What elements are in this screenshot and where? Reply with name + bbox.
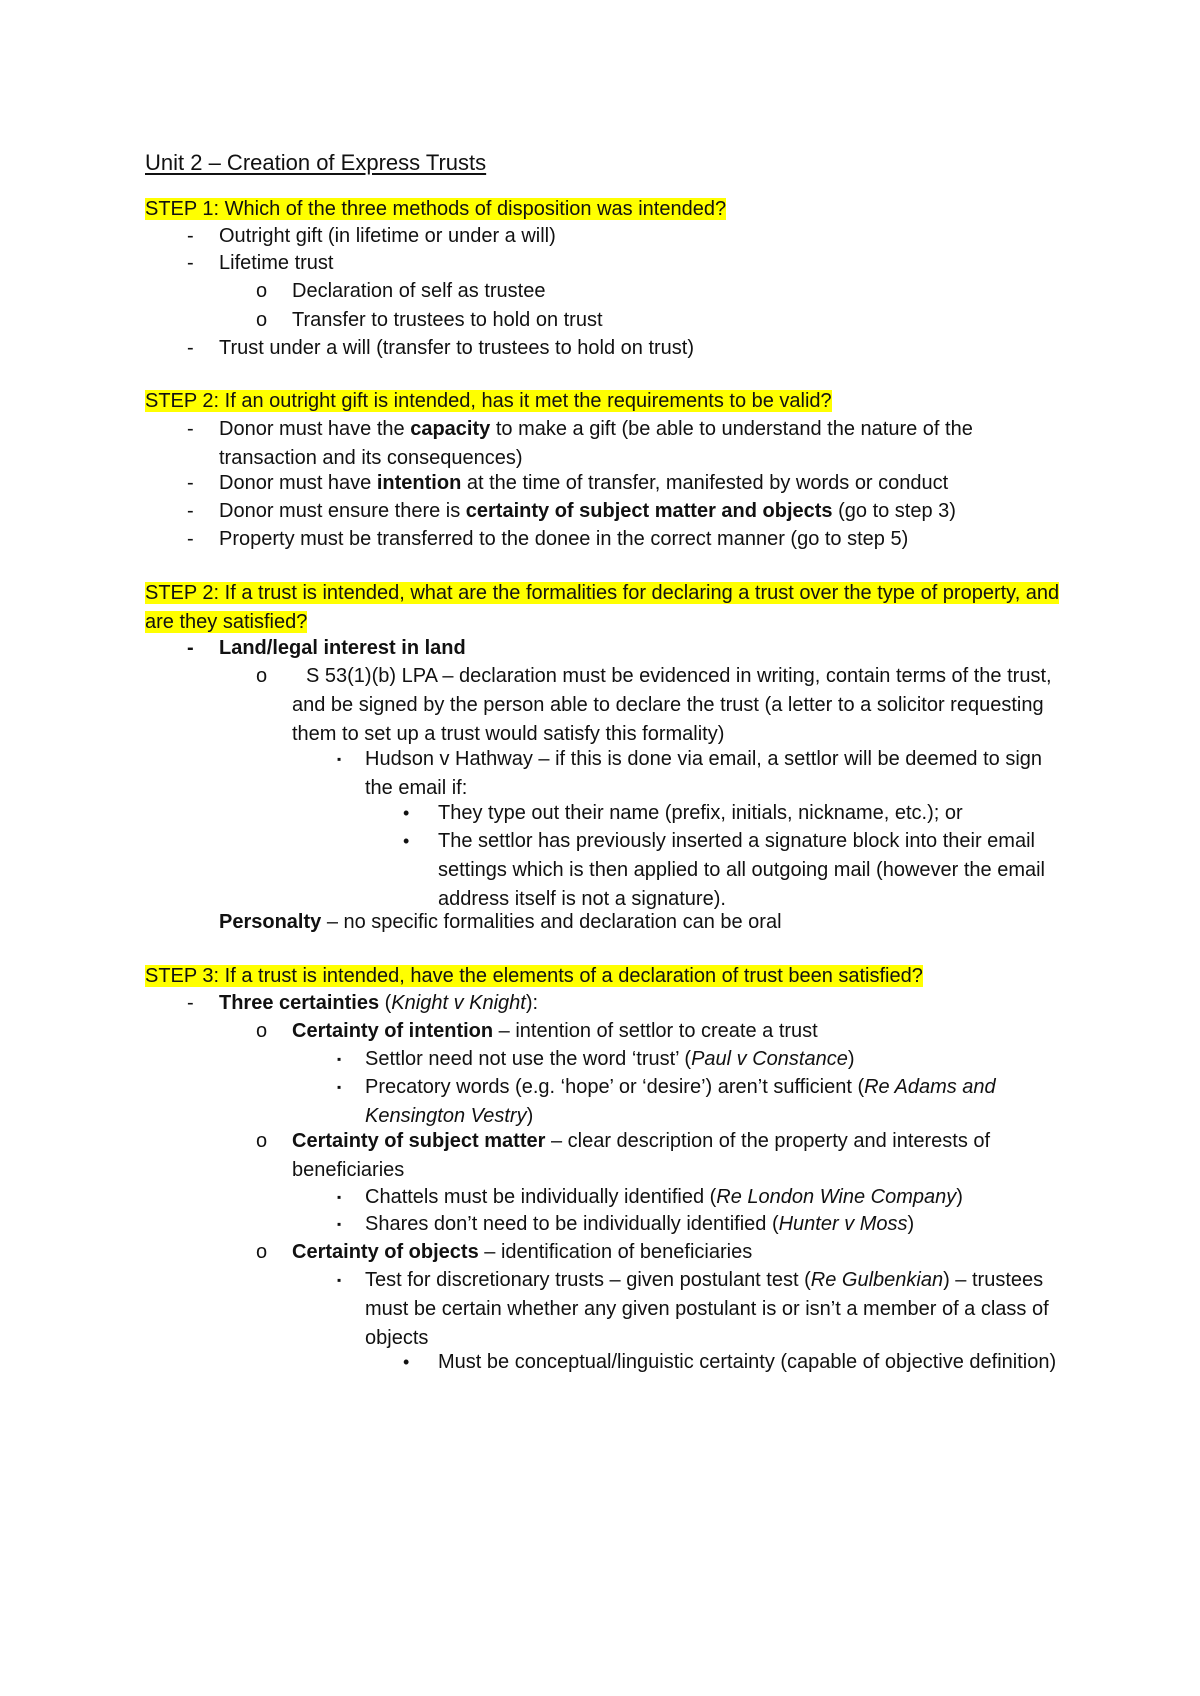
dash-marker: - [187,472,194,494]
step1-sub-declaration: Declaration of self as trustee [292,280,546,302]
step3-intention-word [365,1045,1065,1074]
step3-intention-precatory [365,1073,1065,1131]
text-run: at the time of transfer, manifested by words or conduct [461,472,949,494]
bold-term: capacity [410,418,491,440]
document-title: Unit 2 – Creation of Express Trusts [145,150,487,175]
text-run: ) [907,1213,915,1235]
step2a-heading [145,387,1065,416]
dash-marker: - [187,637,194,659]
bold-term: Certainty of intention [292,1020,494,1042]
step1-heading-text: STEP 1: Which of the three methods of disposition was intended? [145,198,727,220]
step2a-certainty [219,497,1069,526]
case-name: Re London Wine Company [716,1186,957,1208]
step3-subject-shares [365,1210,1065,1239]
step2b-s53: S 53(1)(b) LPA – declaration must be evidenced in writing, contain terms of the trust, and be signed by the person able to declare the trust (a letter to a solicitor requesting them to set up a trust would satisfy this formality) [292,665,1052,745]
step2a-intention [219,469,1069,498]
circle-marker: o [256,280,268,302]
bold-term: Three certainties [219,992,380,1014]
dash-marker: - [187,225,194,247]
text-run: ): [525,992,539,1014]
dash-marker: - [187,528,194,550]
step3-objects-conceptual: Must be conceptual/linguistic certainty (capable of objective definition) [438,1351,1057,1373]
text-run: (go to step 3) [832,500,956,522]
step2a-heading-text: STEP 2: If an outright gift is intended, has it met the requirements to be valid? [145,390,832,412]
bold-term: certainty of subject matter and objects [465,500,833,522]
circle-marker: o [256,309,268,331]
text-run: ) [526,1105,534,1127]
text-run: ( [379,992,392,1014]
circle-marker: o [256,665,268,687]
step1-item-will: Trust under a will (transfer to trustees to hold on trust) [219,337,695,359]
step2b-heading-text: STEP 2: If a trust is intended, what are the formalities for declaring a trust over the type of property, and are they satisfied? [145,582,1060,633]
text-run: – identification of beneficiaries [478,1241,753,1263]
text-run: Settlor need not use the word ‘trust’ ( [365,1048,692,1070]
step1-heading [145,195,1065,224]
circle-marker: o [256,1020,268,1042]
step2a-capacity [219,415,1069,473]
bold-term: Certainty of objects [292,1241,479,1263]
step1-sub-transfer: Transfer to trustees to hold on trust [292,309,603,331]
text-run: Donor must have [219,472,377,494]
step2b-bullet-name: They type out their name (prefix, initials, nickname, etc.); or [438,802,963,824]
case-name: Re Gulbenkian [810,1269,944,1291]
step3-heading [145,962,1065,991]
text-run: – no specific formalities and declaration can be oral [321,911,782,933]
bullet-marker: • [403,803,410,823]
case-name: Knight v Knight [391,992,526,1014]
step3-objects [292,1238,1072,1267]
bold-term: Land/legal interest in land [219,637,466,659]
dash-marker: - [187,500,194,522]
text-run: – intention of settlor to create a trust [493,1020,818,1042]
step3-objects-test [365,1266,1065,1353]
dash-marker: - [187,337,194,359]
step2b-hudson: Hudson v Hathway – if this is done via email, a settlor will be deemed to sign the email if: [365,748,1043,799]
step2b-personalty [219,908,1069,937]
square-marker: ▪ [337,1217,342,1231]
circle-marker: o [256,1241,268,1263]
text-run: to make a gift (be able to understand the nature of the transaction and its consequences) [219,418,973,469]
text-run: ) – trustees must be certain whether any given postulant is or isn’t a member of a class of objects [365,1269,1049,1349]
square-marker: ▪ [337,752,342,766]
step3-intention [292,1017,1072,1046]
text-run: – clear description of the property and interests of beneficiaries [292,1130,991,1181]
step2a-transfer: Property must be transferred to the donee in the correct manner (go to step 5) [219,528,909,550]
case-name: Paul v Constance [691,1048,848,1070]
bullet-marker: • [403,831,410,851]
dash-marker: - [187,418,194,440]
square-marker: ▪ [337,1052,342,1066]
bold-term: intention [376,472,462,494]
case-name: Hunter v Moss [778,1213,908,1235]
square-marker: ▪ [337,1080,342,1094]
text-run: ) [956,1186,963,1208]
dash-marker: - [187,992,194,1014]
step3-subject-chattels [365,1183,1065,1212]
square-marker: ▪ [337,1190,342,1204]
bullet-marker: • [403,1352,410,1372]
step2b-land [219,634,1069,663]
step2b-heading [145,579,1065,637]
step3-three-certainties [219,989,1069,1018]
step1-item-lifetime: Lifetime trust [219,252,334,274]
circle-marker: o [256,1130,268,1152]
bold-term: Certainty of subject matter [292,1130,546,1152]
text-run: Donor must ensure there is [219,500,466,522]
step1-item-outright: Outright gift (in lifetime or under a will) [219,225,556,247]
bold-term: Personalty [219,911,322,933]
step3-subject-matter [292,1127,1072,1185]
text-run: Test for discretionary trusts – given postulant test ( [365,1269,811,1291]
dash-marker: - [187,252,194,274]
square-marker: ▪ [337,1273,342,1287]
text-run: Shares don’t need to be individually identified ( [365,1213,779,1235]
text-run: Donor must have the [219,418,411,440]
step3-heading-text: STEP 3: If a trust is intended, have the elements of a declaration of trust been satisfied? [145,965,923,987]
case-name: Re Adams and Kensington Vestry [365,1076,996,1127]
text-run: ) [847,1048,855,1070]
step2b-bullet-signature: The settlor has previously inserted a signature block into their email settings which is then applied to all outgoing mail (however the email address itself is not a signature). [438,830,1046,910]
text-run: Chattels must be individually identified ( [365,1186,717,1208]
text-run: Precatory words (e.g. ‘hope’ or ‘desire’) aren’t sufficient ( [365,1076,865,1098]
